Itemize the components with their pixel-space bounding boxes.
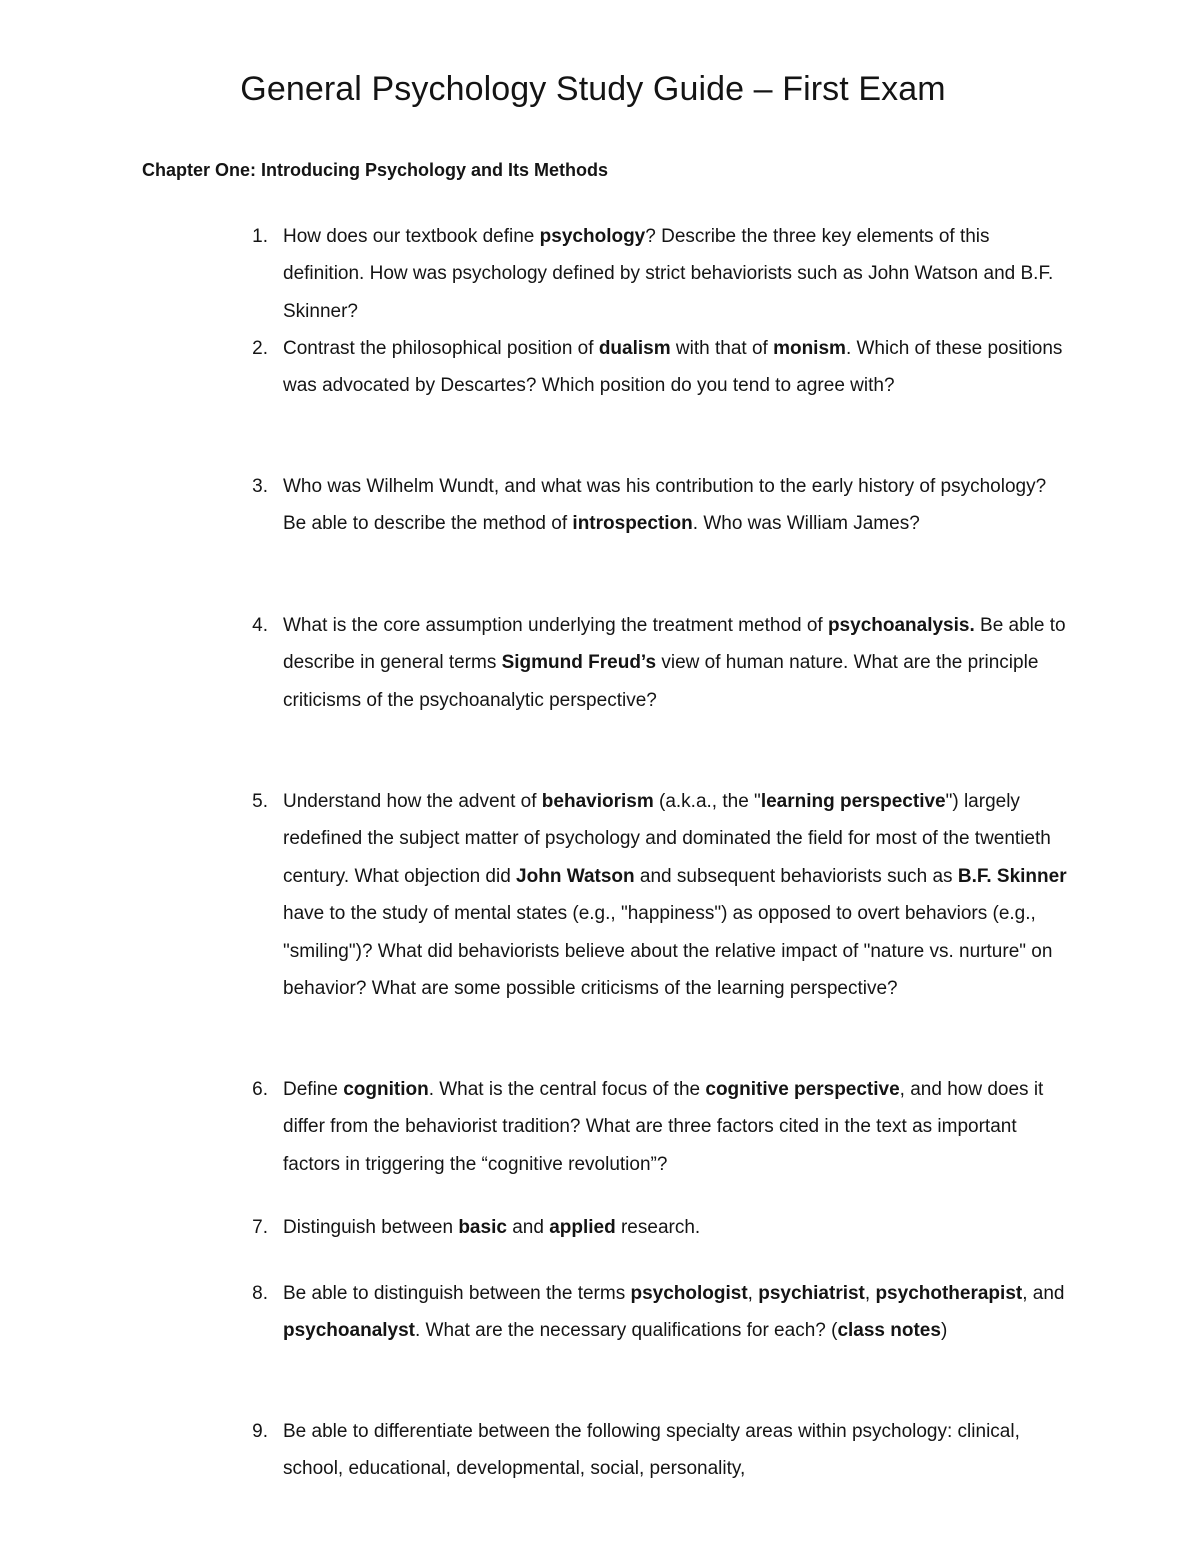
- key-term: applied: [549, 1217, 616, 1238]
- key-term: psychotherapist: [875, 1283, 1023, 1304]
- key-term: basic: [458, 1217, 507, 1238]
- question-text-segment: Who was Wilhelm Wundt, and what was his contribution to the early history of psychology? Be able to describe the method of: [283, 476, 1047, 535]
- question-number: 9.: [252, 1421, 268, 1442]
- question-number: 8.: [252, 1283, 268, 1304]
- key-term: monism: [773, 338, 846, 359]
- key-term: Sigmund Freud’s: [501, 652, 657, 674]
- question-text-segment: ? Describe the three key elements of this definition. How was psychology defined by strict behaviorists such as John Watson and B.F. Skinner?: [283, 226, 1054, 322]
- question-text-segment: ,: [747, 1283, 759, 1304]
- question-text-segment: ,: [864, 1283, 876, 1304]
- key-term: psychiatrist: [758, 1283, 865, 1304]
- question-text-segment: Contrast the philosophical position of: [283, 338, 599, 359]
- question-text: [283, 1275, 1073, 1350]
- question-text-segment: have to the study of mental states (e.g., "happiness") as opposed to overt behaviors (e.g., "smiling")? What did behaviorists believe about the relative impact of "nature vs. nurture" on behavior? What are some possible criticisms of the learning perspective?: [283, 903, 1053, 1000]
- key-term: psychology: [539, 226, 646, 247]
- question-text: [283, 1209, 1073, 1246]
- document-title: General Psychology Study Guide – First Exam: [240, 70, 946, 108]
- key-term: B.F. Skinner: [957, 865, 1067, 887]
- question-text-segment: . What is the central focus of the: [428, 1079, 706, 1100]
- question-text-segment: Define: [283, 1079, 344, 1100]
- question-text-segment: (a.k.a., the ": [653, 791, 761, 812]
- question-text-segment: . Who was William James?: [692, 513, 920, 535]
- key-term: learning perspective: [760, 791, 946, 812]
- question-number: 5.: [252, 791, 268, 812]
- question-text-segment: research.: [615, 1217, 701, 1238]
- question-text-segment: Be able to describe in general terms: [283, 615, 1066, 674]
- key-term: behaviorism: [541, 791, 654, 812]
- question-text: [283, 468, 1073, 543]
- question-text-segment: , and how does it differ from the behaviorist tradition? What are three factors cited in the text as important factors in triggering the “cognitive revolution”?: [283, 1079, 1044, 1175]
- question-number: 6.: [252, 1079, 268, 1100]
- question-text-segment: ") largely redefined the subject matter of psychology and dominated the field for most of the twentieth century. What objection did: [283, 791, 1051, 887]
- question-text-segment: with that of: [670, 338, 774, 359]
- key-term: introspection: [572, 513, 693, 535]
- question-text-segment: Be able to distinguish between the terms: [283, 1283, 631, 1304]
- question-text: [283, 218, 1073, 330]
- key-term: class notes: [837, 1320, 941, 1342]
- question-number: 4.: [252, 615, 268, 636]
- question-number: 3.: [252, 476, 268, 497]
- question-text-segment: and: [506, 1217, 550, 1238]
- question-text: [283, 330, 1073, 405]
- question-text-segment: Distinguish between: [283, 1217, 459, 1238]
- question-number: 2.: [252, 338, 268, 359]
- question-text: [283, 607, 1073, 719]
- question-number: 7.: [252, 1217, 268, 1238]
- key-term: psychologist: [630, 1283, 748, 1304]
- question-text-segment: , and: [1022, 1283, 1065, 1304]
- question-text-segment: and subsequent behaviorists such as: [634, 865, 958, 887]
- question-text-segment: How does our textbook define: [283, 226, 540, 247]
- question-text-segment: ): [940, 1320, 948, 1342]
- question-text: [283, 1413, 1073, 1488]
- key-term: cognition: [343, 1079, 429, 1100]
- key-term: dualism: [598, 338, 671, 359]
- question-text: [283, 1071, 1073, 1183]
- question-text-segment: . What are the necessary qualifications for each? (: [415, 1320, 838, 1342]
- question-text-segment: . Which of these positions was advocated by Descartes? Which position do you tend to agree with?: [283, 338, 1063, 397]
- question-text-segment: What is the core assumption underlying the treatment method of: [283, 615, 828, 636]
- key-term: John Watson: [516, 865, 635, 887]
- question-text-segment: Understand how the advent of: [283, 791, 542, 812]
- question-text: [283, 783, 1073, 1007]
- key-term: psychoanalyst: [283, 1320, 415, 1342]
- chapter-heading: Chapter One: Introducing Psychology and Its Methods: [142, 160, 609, 180]
- key-term: psychoanalysis.: [827, 615, 975, 636]
- question-text-segment: Be able to differentiate between the following specialty areas within psychology: clinical, school, educational, developmental, social, personality,: [283, 1421, 1020, 1480]
- question-text-segment: view of human nature. What are the principle criticisms of the psychoanalytic perspective?: [283, 652, 1039, 711]
- key-term: cognitive perspective: [705, 1079, 900, 1100]
- question-number: 1.: [252, 226, 268, 247]
